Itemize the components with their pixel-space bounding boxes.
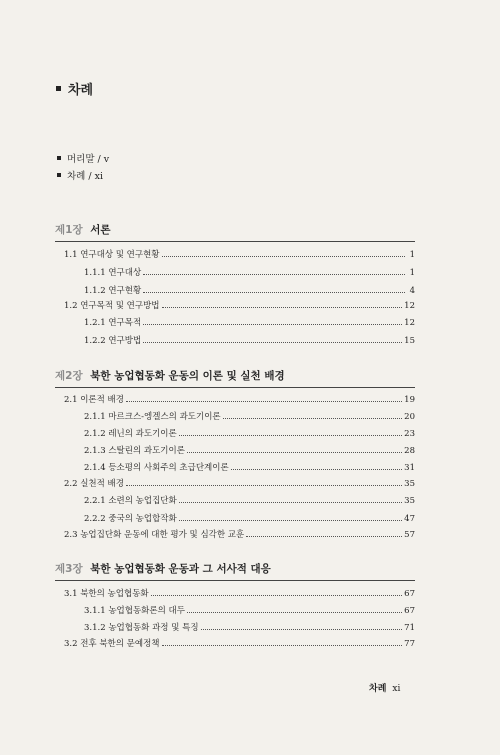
toc-entry-label: 3.1 북한의 농업협동화 xyxy=(64,589,149,599)
chapter-title: 북한 농업협동화 운동과 그 서사적 대응 xyxy=(90,563,271,575)
dot-leader xyxy=(223,417,403,419)
square-bullet-icon xyxy=(57,156,61,160)
toc-entry-label: 1.1.1 연구대상 xyxy=(84,268,142,278)
toc-entry[interactable] xyxy=(84,461,415,473)
toc-entry-page: 67 xyxy=(404,589,415,599)
dot-leader xyxy=(179,501,402,503)
toc-entry-label: 2.2 실천적 배경 xyxy=(64,479,124,489)
dot-leader xyxy=(143,273,405,275)
toc-entry-label: 1.2.1 연구목적 xyxy=(84,318,142,328)
toc-entry-page: 35 xyxy=(404,496,415,506)
chapter-divider xyxy=(55,580,415,581)
toc-entry-label: 3.1.1 농업협동화론의 대두 xyxy=(84,606,185,616)
toc-entry-page: 57 xyxy=(404,530,415,540)
front-matter-label: 머리말 / v xyxy=(67,154,110,165)
square-bullet-icon xyxy=(57,173,61,177)
toc-entry-label: 1.1.2 연구현황 xyxy=(84,286,142,296)
toc-entry-label: 2.1.1 마르크스-엥겔스의 과도기이론 xyxy=(84,412,221,422)
toc-entry-label: 2.3 농업집단화 운동에 대한 평가 및 심각한 교훈 xyxy=(64,530,245,540)
toc-entry-page: 19 xyxy=(404,395,415,405)
dot-leader xyxy=(187,451,402,453)
toc-entry[interactable] xyxy=(84,494,415,506)
toc-heading xyxy=(56,79,93,98)
page-footer xyxy=(369,681,400,694)
dot-leader xyxy=(143,291,405,293)
dot-leader xyxy=(143,341,402,343)
toc-entry-page: 15 xyxy=(404,336,415,346)
dot-leader xyxy=(126,400,402,402)
dot-leader xyxy=(162,644,403,646)
toc-entry-page: 12 xyxy=(404,301,415,311)
toc-entry-label: 1.2.2 연구방법 xyxy=(84,336,142,346)
toc-entry[interactable] xyxy=(84,410,415,422)
toc-entry-page: 1 xyxy=(409,268,415,278)
chapter-divider xyxy=(55,241,415,242)
toc-entry[interactable] xyxy=(84,266,415,278)
toc-entry-page: 20 xyxy=(404,412,415,422)
toc-entry-label: 3.1.2 농업협동화 과정 및 특징 xyxy=(84,623,199,633)
chapter-number: 제2장 xyxy=(55,370,83,382)
chapter-heading xyxy=(55,561,271,576)
dot-leader xyxy=(246,535,402,537)
toc-entry-page: 47 xyxy=(404,514,415,524)
toc-entry[interactable] xyxy=(84,604,415,616)
toc-entry-label: 1.1 연구대상 및 연구현황 xyxy=(64,250,160,260)
toc-entry[interactable] xyxy=(64,587,415,599)
toc-entry[interactable] xyxy=(84,427,415,439)
toc-entry-page: 67 xyxy=(404,606,415,616)
dot-leader xyxy=(126,484,402,486)
toc-entry-label: 2.2.2 중국의 농업합작화 xyxy=(84,514,177,524)
toc-entry-label: 3.2 전후 북한의 문예정책 xyxy=(64,639,160,649)
toc-entry[interactable] xyxy=(84,621,415,633)
dot-leader xyxy=(162,306,403,308)
toc-entry[interactable] xyxy=(64,299,415,311)
toc-entry-label: 1.2 연구목적 및 연구방법 xyxy=(64,301,160,311)
toc-entry-page: 23 xyxy=(404,429,415,439)
dot-leader xyxy=(143,323,402,325)
dot-leader xyxy=(162,255,405,257)
toc-entry[interactable] xyxy=(84,444,415,456)
toc-entry-page: 31 xyxy=(404,463,415,473)
toc-entry-page: 28 xyxy=(404,446,415,456)
toc-entry[interactable] xyxy=(84,284,415,296)
dot-leader xyxy=(231,468,402,470)
toc-entry-label: 2.1.3 스탈린의 과도기이론 xyxy=(84,446,185,456)
dot-leader xyxy=(179,434,402,436)
toc-entry[interactable] xyxy=(64,637,415,649)
dot-leader xyxy=(151,594,403,596)
toc-entry[interactable] xyxy=(64,248,415,260)
toc-entry-page: 77 xyxy=(404,639,415,649)
dot-leader xyxy=(179,519,402,521)
toc-entry-label: 2.1.2 레닌의 과도기이론 xyxy=(84,429,177,439)
toc-entry-page: 71 xyxy=(404,623,415,633)
footer-page-number: xi xyxy=(392,684,401,694)
toc-entry-label: 2.1 이론적 배경 xyxy=(64,395,124,405)
chapter-title: 북한 농업협동화 운동의 이론 및 실천 배경 xyxy=(90,370,285,382)
chapter-title: 서론 xyxy=(90,224,111,236)
square-bullet-icon xyxy=(56,86,61,91)
toc-entry[interactable] xyxy=(64,477,415,489)
toc-entry-page: 4 xyxy=(409,286,415,296)
toc-entry-label: 2.1.4 등소평의 사회주의 초급단계이론 xyxy=(84,463,229,473)
chapter-heading xyxy=(55,368,285,383)
toc-entry-label: 2.2.1 소련의 농업집단화 xyxy=(84,496,177,506)
dot-leader xyxy=(201,628,403,630)
toc-entry[interactable] xyxy=(84,316,415,328)
toc-entry[interactable] xyxy=(64,393,415,405)
toc-entry[interactable] xyxy=(64,528,415,540)
dot-leader xyxy=(187,611,402,613)
toc-heading-text: 차례 xyxy=(68,83,94,98)
front-matter-label: 차례 / xi xyxy=(67,171,103,182)
chapter-number: 제3장 xyxy=(55,563,83,575)
toc-entry[interactable] xyxy=(84,512,415,524)
toc-entry-page: 12 xyxy=(404,318,415,328)
footer-label: 차례 xyxy=(369,684,387,694)
front-matter-item xyxy=(57,168,103,182)
chapter-number: 제1장 xyxy=(55,224,83,236)
toc-entry[interactable] xyxy=(84,334,415,346)
chapter-divider xyxy=(55,387,415,388)
toc-entry-page: 35 xyxy=(404,479,415,489)
toc-entry-page: 1 xyxy=(409,250,415,260)
chapter-heading xyxy=(55,222,111,237)
front-matter-item xyxy=(57,151,109,165)
